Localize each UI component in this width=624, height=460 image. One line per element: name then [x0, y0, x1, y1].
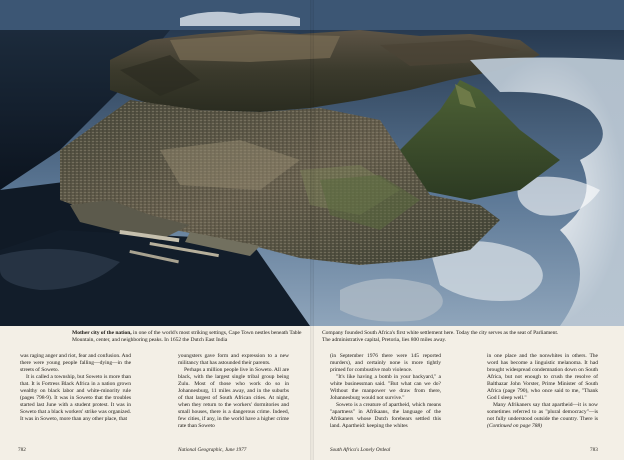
- body-column-1: [20, 353, 131, 423]
- paragraph: Perhaps a million people live in Soweto. All are black, with the largest single tribal group being Zulu. Most of those who work do so in Johannesburg, 11 miles away, and in the suburbs of that largest of South African cities. At night, when they return to the workers' dormitories and small houses, there is a dangerous crime. Indeed, few cities, if any, in the world have a higher crime rate than Soweto: [178, 366, 289, 429]
- caption-lead: Mother city of the nation,: [72, 330, 132, 336]
- paragraph-text: Many Afrikaners say that apartheid—it is now sometimes referred to as "plural democracy"—is not fully understood outside the country. There is: [487, 401, 598, 422]
- paragraph: youngsters gave form and expression to a new militancy that has astounded their parents.: [178, 353, 289, 366]
- photo-caption-right: [322, 330, 562, 343]
- caption-text-right: Company founded South Africa's first white settlement here. Today the city serves as the seat of Parliament. The administrative capital, Pretoria, lies 800 miles away.: [322, 330, 559, 343]
- paragraph: (in September 1976 there were 145 reported murders), and certainly none is more tightly primed for combustive mob violence.: [330, 353, 441, 373]
- body-column-4: [487, 353, 598, 429]
- photo-caption-left: [72, 330, 310, 343]
- paragraph: was raging anger and riot, fear and confusion. And there were young people falling—dying—in the streets of Soweto.: [20, 353, 131, 373]
- paragraph: "It's like having a bomb in your backyard," a white businessman said. "But what can we do? Without the manpower we draw from there, Johannesburg would not survive.": [330, 373, 441, 401]
- paragraph: Soweto is a creature of apartheid, which means "apartness" in Afrikaans, the language of the Afrikaners whose Dutch forebears settled this land. Apartheid: keeping the whites: [330, 401, 441, 429]
- running-footer-right: South Africa's Lonely Ordeal: [330, 447, 391, 453]
- paragraph: It is called a township, but Soweto is more than that. It is Fortress Black Africa in a nation grown wealthy on black labor and white-minority rule (pages 798-9). It was in Soweto that the troubles started last June with a student protest. It was in Soweto that a black workers' strike was organized. It was in Soweto, more than any other place, that: [20, 373, 131, 422]
- body-column-3: [330, 353, 441, 429]
- caption-text-left: in one of the world's most striking settings, Cape Town nestles beneath Table Mountain, center, and neighboring peaks. In 1652 the Dutch East India: [72, 330, 302, 343]
- paragraph: in one place and the nonwhites in others. The word has become a linguistic melanoma. It had brought widespread condemnation down on South Africa, but not enough to crush the resolve of Balthazar John Vorster, Prime Minister of South Africa (page 790), who once said to me, "Thank God I sleep well.": [487, 353, 598, 401]
- paragraph: [487, 402, 598, 430]
- body-column-2: [178, 353, 289, 429]
- page-gutter: [310, 0, 314, 460]
- page-number-right: 783: [590, 447, 598, 453]
- continued-note: (Continued on page 788): [487, 422, 542, 429]
- running-footer-left: National Geographic, June 1977: [178, 447, 247, 453]
- page-number-left: 782: [18, 447, 26, 453]
